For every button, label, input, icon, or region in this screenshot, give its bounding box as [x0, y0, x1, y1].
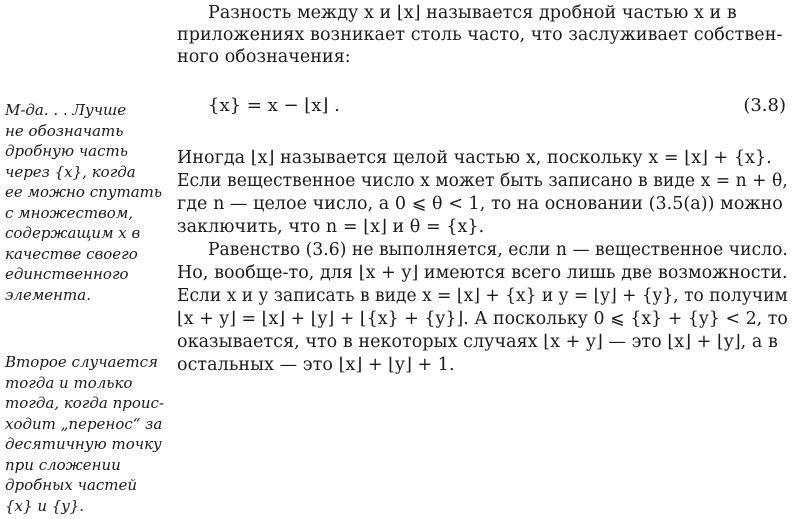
paragraph-3-line-5: оказывается, что в некоторых случаях ⌊x + y⌋ — это ⌊x⌋ + ⌊y⌋, а в	[177, 332, 778, 352]
margin-note-line: содержащим x в	[5, 224, 141, 242]
margin-note-line: с множеством,	[5, 203, 134, 222]
formula-3-8: {x} = x − ⌊x⌋ .	[208, 95, 340, 116]
margin-note-line: Второе случается	[5, 353, 158, 371]
margin-note-line: десятичную точку	[5, 435, 162, 453]
margin-note-line: не обозначать	[5, 121, 124, 140]
margin-note-2	[5, 352, 165, 516]
margin-note-1	[5, 100, 165, 305]
paragraph-3-line-2: Но, вообще-то, для ⌊x + y⌋ имеются всего лишь две возможности.	[177, 263, 788, 283]
margin-note-line: дробных частей	[5, 476, 138, 494]
paragraph-2-line-2: Если вещественное число x может быть записано в виде x = n + θ,	[177, 171, 788, 191]
paragraph-2-line-4: заключить, что n = ⌊x⌋ и θ = {x}.	[177, 217, 485, 237]
paragraph-2-line-1: Иногда ⌊x⌋ называется целой частью x, поскольку x = ⌊x⌋ + {x}.	[177, 148, 772, 168]
paragraph-1-line-2: приложениях возникает столь часто, что заслуживает собствен-	[177, 25, 783, 45]
margin-note-line: ходит „перенос“ за	[5, 414, 163, 433]
margin-note-line: дробную часть	[5, 142, 128, 160]
paragraph-3-line-3: Если x и y записать в виде x = ⌊x⌋ + {x} и y = ⌊y⌋ + {y}, то получим	[177, 286, 788, 306]
paragraph-1-line-1: Разность между x и ⌊x⌋ называется дробной частью x и в	[208, 3, 737, 23]
margin-note-line: при сложении	[5, 455, 121, 474]
margin-note-line: элемента.	[5, 285, 91, 304]
paragraph-2-line-3: где n — целое число, а 0 ⩽ θ < 1, то на основании (3.5(a)) можно	[177, 194, 783, 214]
equation-number: (3.8)	[743, 95, 786, 116]
margin-note-line: М-да. . . Лучше	[5, 101, 127, 119]
margin-note-line: качестве своего	[5, 244, 138, 263]
paragraph-1-line-3: ного обозначения:	[177, 47, 351, 67]
margin-note-line: тогда и только	[5, 373, 133, 392]
margin-note-line: ее можно спутать	[5, 183, 163, 201]
margin-note-line: тогда, когда проис-	[5, 394, 165, 412]
margin-note-line: {x} и {y}.	[5, 496, 85, 515]
paragraph-3-line-6: остальных — это ⌊x⌋ + ⌊y⌋ + 1.	[177, 355, 455, 375]
paragraph-3-line-4: ⌊x + y⌋ = ⌊x⌋ + ⌊y⌋ + ⌊{x} + {y}⌋. А поскольку 0 ⩽ {x} + {y} < 2, то	[177, 309, 788, 329]
margin-note-line: через {x}, когда	[5, 162, 136, 181]
paragraph-3-line-1: Равенство (3.6) не выполняется, если n — вещественное число.	[208, 240, 788, 260]
margin-note-line: единственного	[5, 265, 129, 283]
